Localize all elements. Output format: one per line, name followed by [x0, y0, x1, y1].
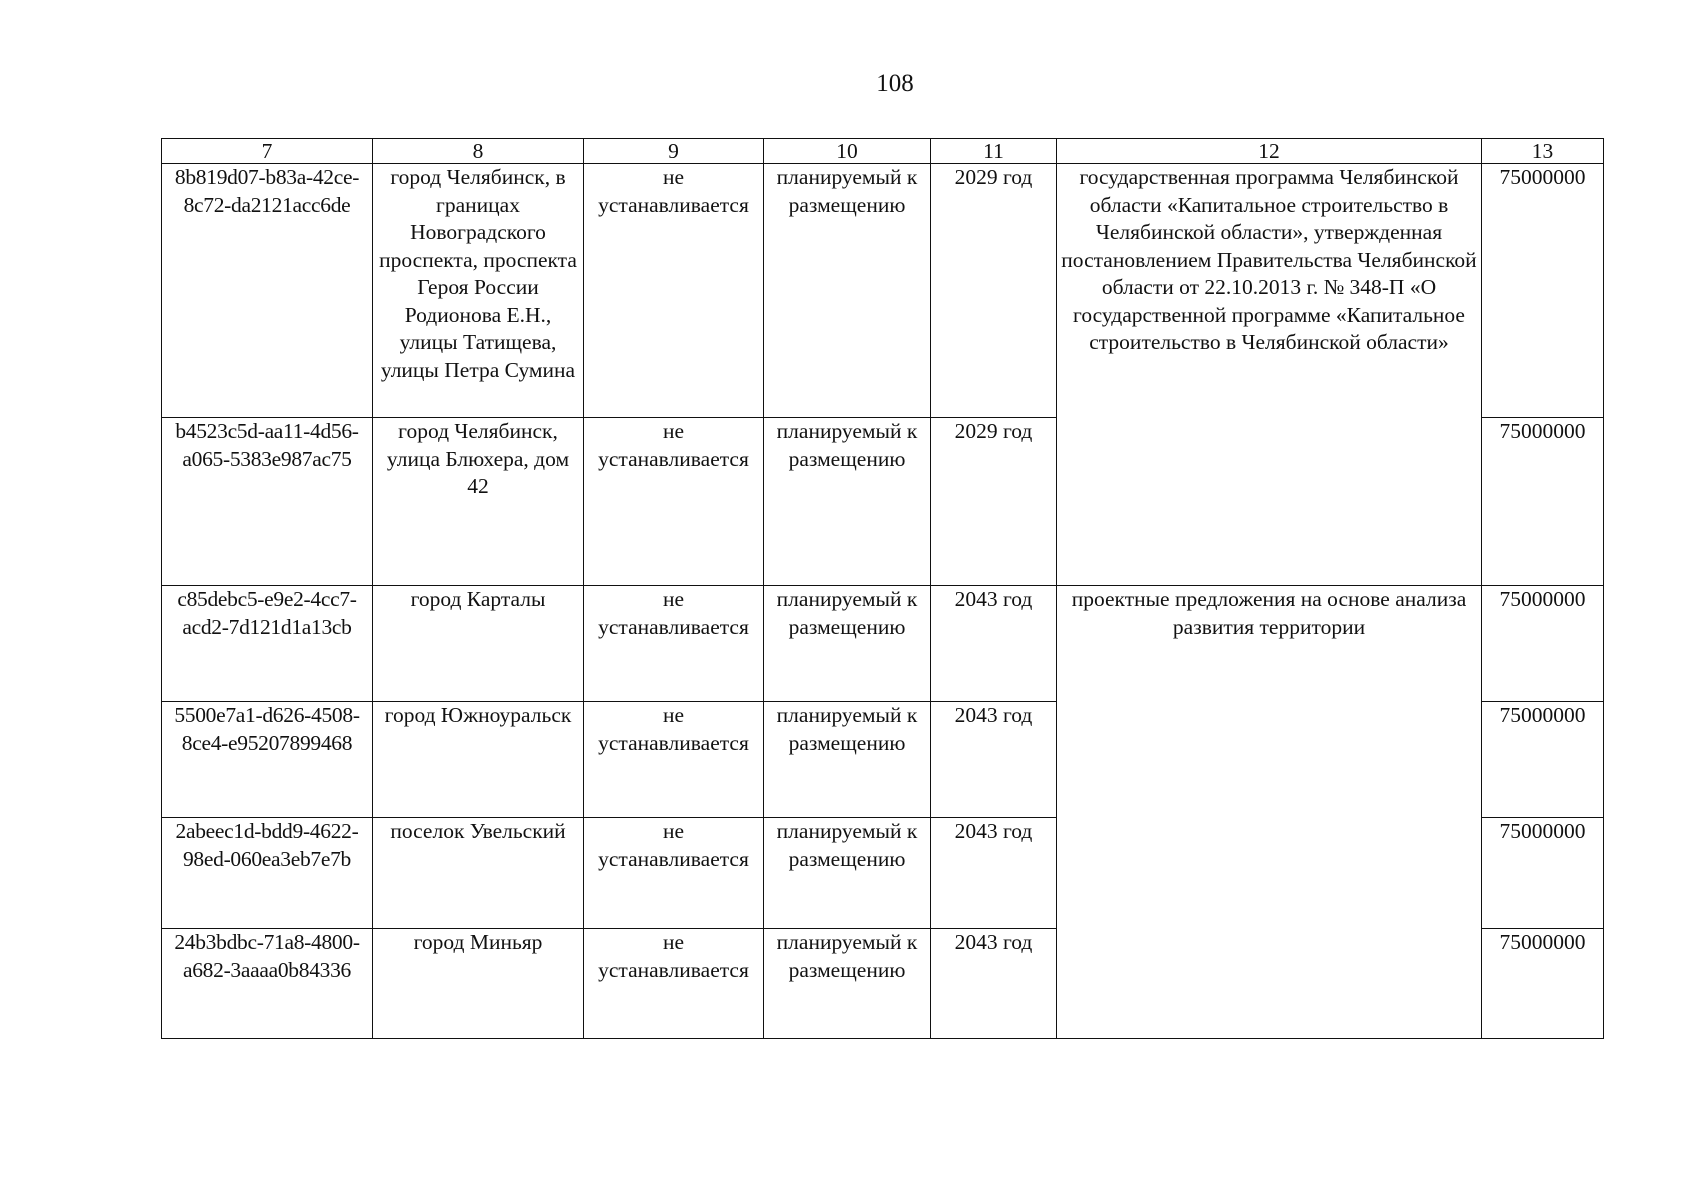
- year-cell: 2029 год: [931, 164, 1057, 418]
- year-cell: 2043 год: [931, 702, 1057, 818]
- status-cell: планируемый к размещению: [764, 418, 931, 586]
- location-cell: город Челябинск, улица Блюхера, дом 42: [373, 418, 584, 586]
- zone-cell: не устанавливается: [584, 164, 764, 418]
- year-cell: 2043 год: [931, 586, 1057, 702]
- zone-cell: не устанавливается: [584, 418, 764, 586]
- amount-cell: 75000000: [1482, 818, 1604, 929]
- page-number: 108: [876, 70, 914, 97]
- column-header-9: 9: [584, 139, 764, 164]
- year-cell: 2043 год: [931, 929, 1057, 1039]
- location-cell: город Карталы: [373, 586, 584, 702]
- status-cell: планируемый к размещению: [764, 818, 931, 929]
- amount-cell: 75000000: [1482, 164, 1604, 418]
- year-cell: 2029 год: [931, 418, 1057, 586]
- object-id-cell: 2abeec1d-bdd9-4622-98ed-060ea3eb7e7b: [162, 818, 373, 929]
- column-header-11: 11: [931, 139, 1057, 164]
- year-cell: 2043 год: [931, 818, 1057, 929]
- amount-cell: 75000000: [1482, 929, 1604, 1039]
- table-row: [162, 586, 1604, 702]
- status-cell: планируемый к размещению: [764, 164, 931, 418]
- table-header-row: [162, 139, 1604, 164]
- location-cell: город Южноуральск: [373, 702, 584, 818]
- amount-cell: 75000000: [1482, 702, 1604, 818]
- location-cell: город Челябинск, в границах Новоградского проспекта, проспекта Героя России Родионова Е.Н., улицы Татищева, улицы Петра Сумина: [373, 164, 584, 418]
- column-header-7: 7: [162, 139, 373, 164]
- basis-cell: государственная программа Челябинской области «Капитальное строительство в Челябинской области», утвержденная постановлением Правительства Челябинской области от 22.10.2013 г. № 348-П «О государственной программе «Капитальное строительство в Челябинской области»: [1057, 164, 1482, 586]
- object-id-cell: 5500e7a1-d626-4508-8ce4-e95207899468: [162, 702, 373, 818]
- zone-cell: не устанавливается: [584, 586, 764, 702]
- amount-cell: 75000000: [1482, 586, 1604, 702]
- object-id-cell: 8b819d07-b83a-42ce-8c72-da2121acc6de: [162, 164, 373, 418]
- amount-cell: 75000000: [1482, 418, 1604, 586]
- zone-cell: не устанавливается: [584, 702, 764, 818]
- column-header-8: 8: [373, 139, 584, 164]
- zone-cell: не устанавливается: [584, 818, 764, 929]
- column-header-10: 10: [764, 139, 931, 164]
- status-cell: планируемый к размещению: [764, 929, 931, 1039]
- object-id-cell: 24b3bdbc-71a8-4800-a682-3aaaa0b84336: [162, 929, 373, 1039]
- location-cell: поселок Увельский: [373, 818, 584, 929]
- column-header-13: 13: [1482, 139, 1604, 164]
- object-id-cell: b4523c5d-aa11-4d56-a065-5383e987ac75: [162, 418, 373, 586]
- table-row: [162, 164, 1604, 418]
- document-table: [161, 138, 1604, 1039]
- location-cell: город Миньяр: [373, 929, 584, 1039]
- object-id-cell: c85debc5-e9e2-4cc7-acd2-7d121d1a13cb: [162, 586, 373, 702]
- zone-cell: не устанавливается: [584, 929, 764, 1039]
- column-header-12: 12: [1057, 139, 1482, 164]
- status-cell: планируемый к размещению: [764, 586, 931, 702]
- basis-cell: проектные предложения на основе анализа развития территории: [1057, 586, 1482, 1039]
- status-cell: планируемый к размещению: [764, 702, 931, 818]
